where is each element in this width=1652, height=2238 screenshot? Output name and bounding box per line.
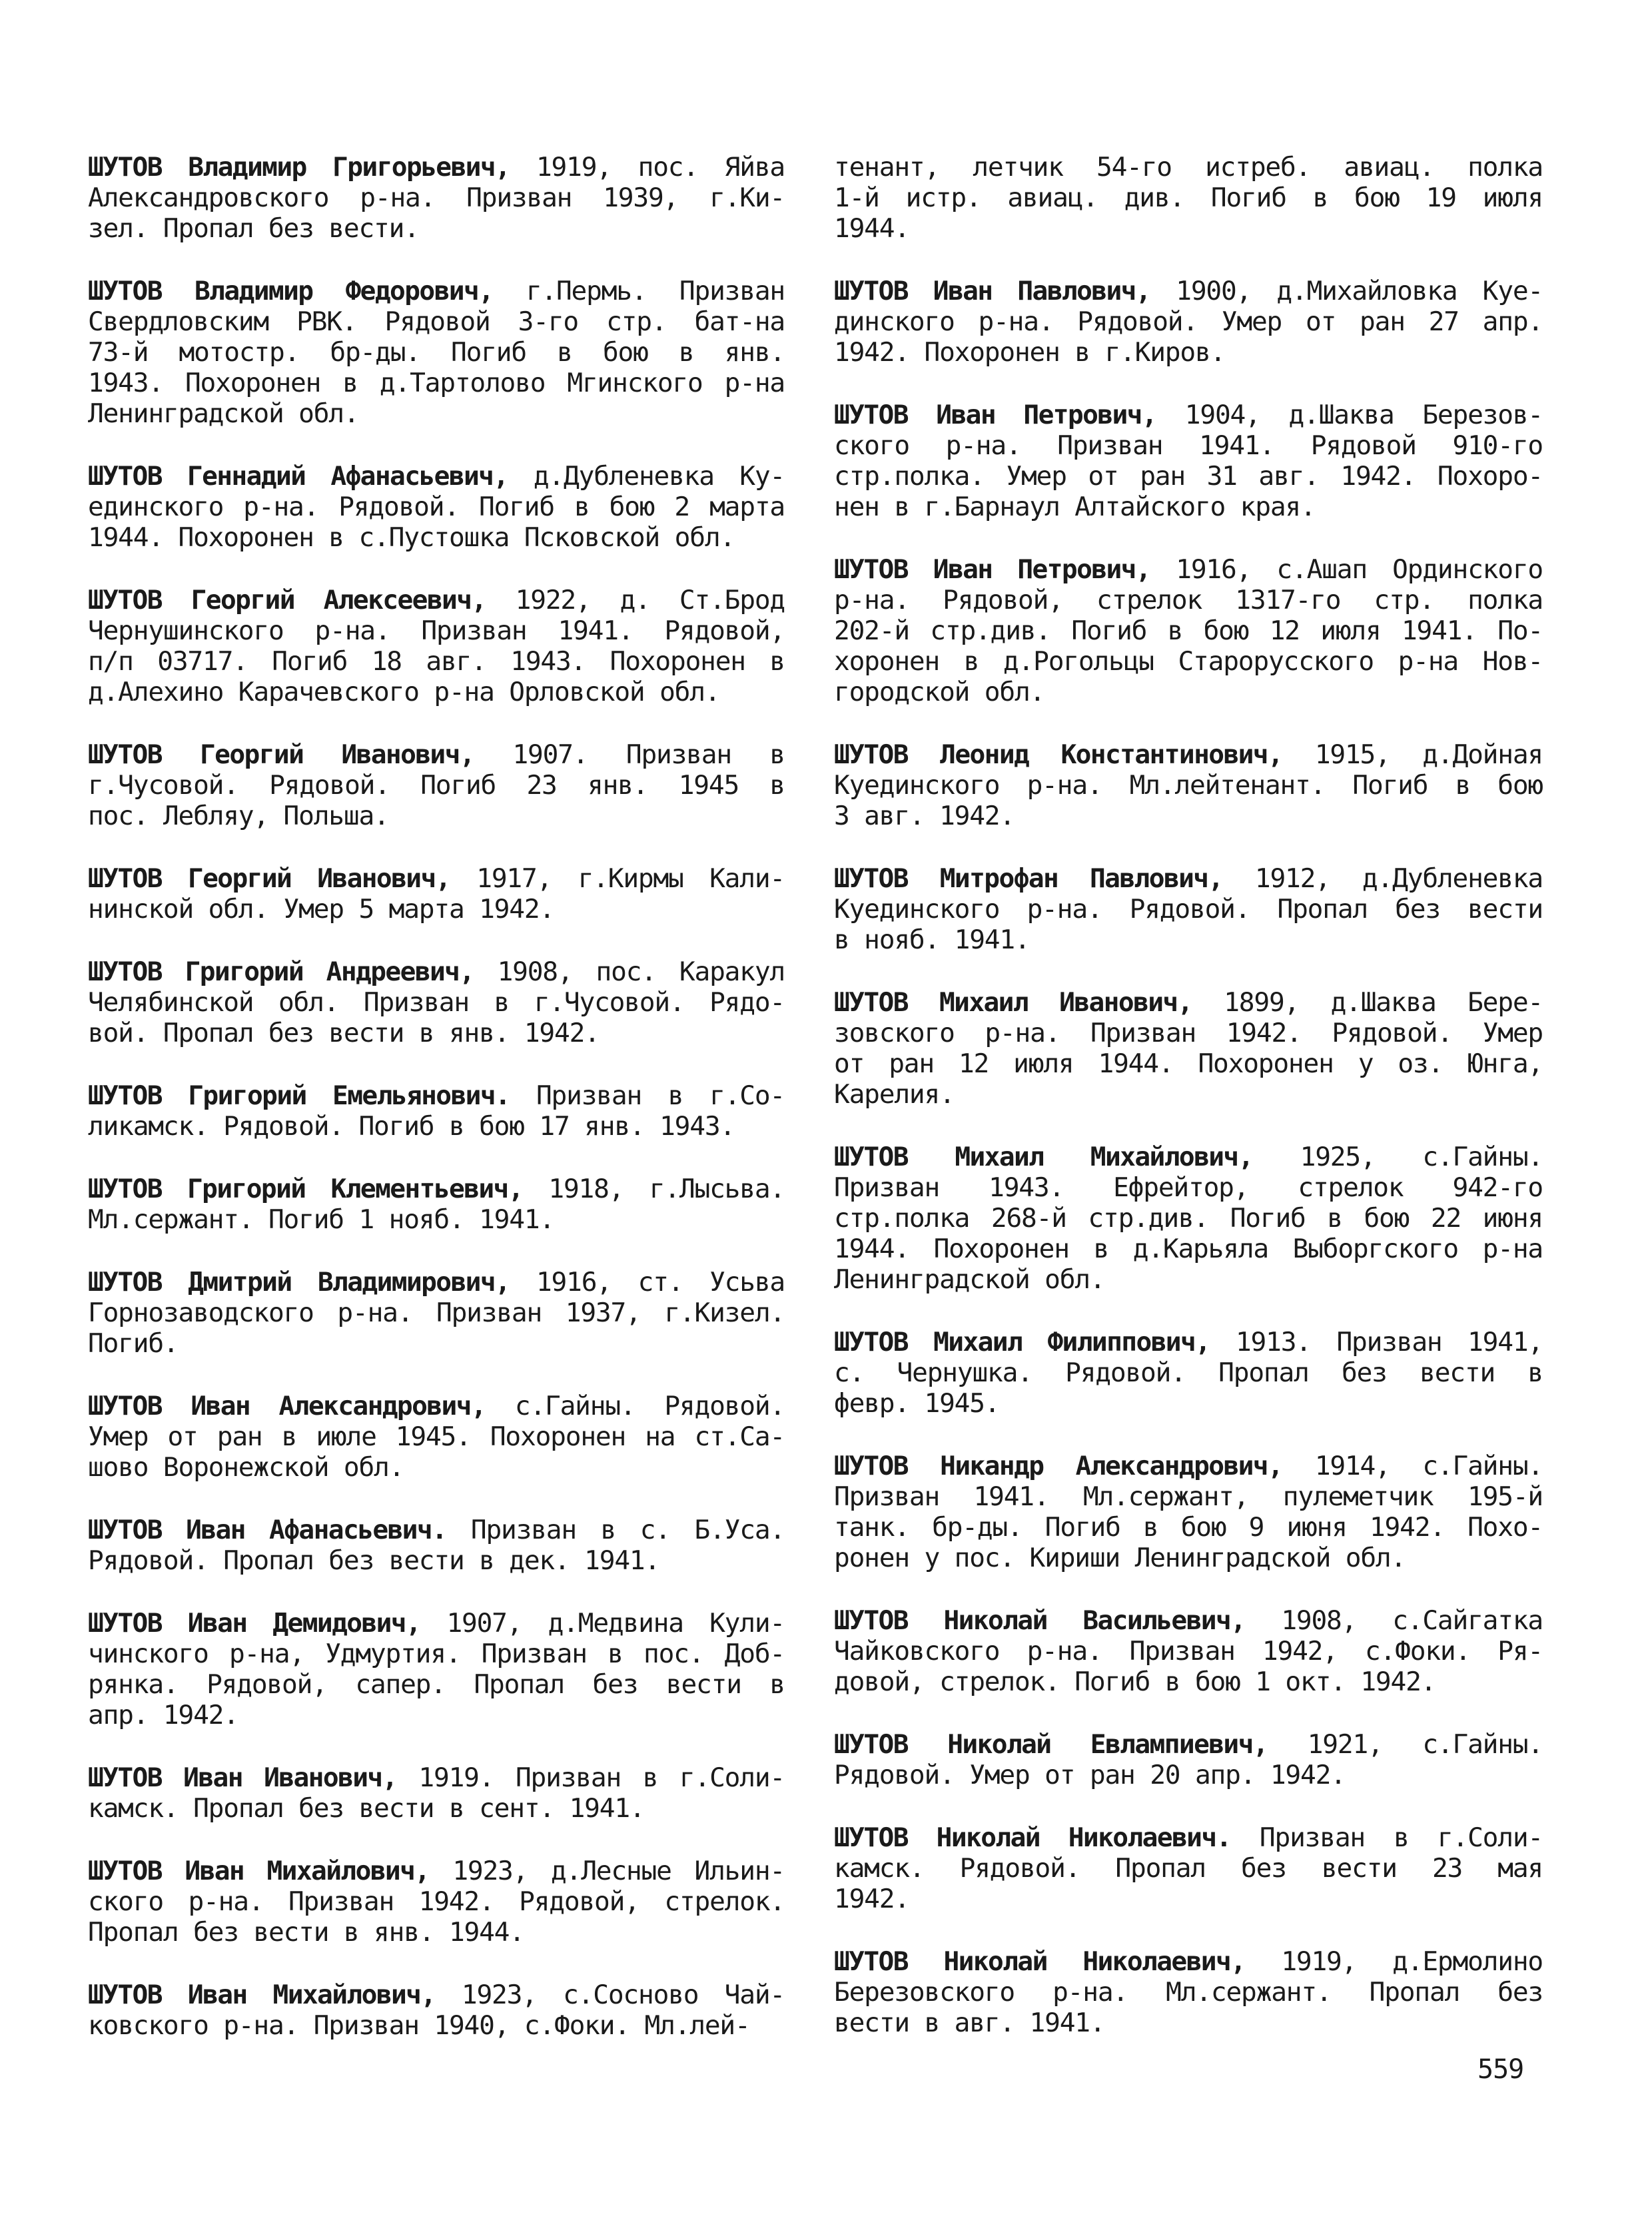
entry-line xyxy=(834,1234,1543,1264)
entry-line xyxy=(88,1700,785,1730)
entry-name: ШУТОВ Иван Иванович, xyxy=(88,1762,397,1793)
entry-line xyxy=(88,1452,785,1483)
entry-text: 1904, д.Шаква Березов- xyxy=(1184,400,1543,430)
entry-line xyxy=(88,2010,785,2041)
entry-line xyxy=(834,1760,1543,1790)
entry-line xyxy=(834,1543,1543,1573)
entry-line xyxy=(834,585,1543,615)
entry-line xyxy=(834,1451,1543,1481)
entry-text: г.Чусовой. Рядовой. Погиб 23 янв. 1945 в xyxy=(88,770,785,801)
entry-line xyxy=(88,1204,785,1235)
entry-line xyxy=(88,213,785,244)
entry-line xyxy=(88,1018,785,1048)
entry-text: ского р-на. Призван 1942. Рядовой, стрелок. xyxy=(88,1886,785,1917)
entry-line xyxy=(88,1111,785,1142)
entry-line xyxy=(834,1203,1543,1234)
entry-name: ШУТОВ Георгий Иванович, xyxy=(88,739,474,770)
entry-text: городской обл. xyxy=(834,677,1045,707)
entry-line xyxy=(834,554,1543,585)
entry-line xyxy=(88,1515,785,1545)
biography-entry xyxy=(88,1856,785,1948)
entry-line xyxy=(834,337,1543,368)
biography-entry xyxy=(834,152,1543,244)
entry-text: 1907. Призван в xyxy=(512,739,785,770)
entry-text: Челябинской обл. Призван в г.Чусовой. Рядо- xyxy=(88,987,785,1018)
entry-line xyxy=(834,1172,1543,1203)
entry-text: довой, стрелок. Погиб в бою 1 окт. 1942. xyxy=(834,1667,1436,1697)
entry-line xyxy=(88,1917,785,1948)
entry-text: динского р-на. Рядовой. Умер от ран 27 апр. xyxy=(834,306,1543,337)
entry-line xyxy=(834,213,1543,244)
entry-line xyxy=(88,1608,785,1639)
entry-line xyxy=(834,1357,1543,1388)
entry-name: ШУТОВ Николай Евлампиевич, xyxy=(834,1729,1268,1760)
entry-line xyxy=(88,585,785,615)
entry-line xyxy=(834,461,1543,492)
entry-line xyxy=(834,1853,1543,1884)
entry-line xyxy=(88,1856,785,1886)
entry-name: ШУТОВ Иван Петрович, xyxy=(834,400,1157,430)
entry-text: камск. Рядовой. Пропал без вести 23 мая xyxy=(834,1853,1543,1884)
biography-entry xyxy=(834,1451,1543,1573)
entry-text: Горнозаводского р-на. Призван 1937, г.Кизел. xyxy=(88,1298,785,1328)
entry-text: нинской обл. Умер 5 марта 1942. xyxy=(88,894,555,925)
entry-name: ШУТОВ Дмитрий Владимирович, xyxy=(88,1267,510,1298)
biography-entry xyxy=(834,1327,1543,1419)
entry-line xyxy=(88,1298,785,1328)
entry-line xyxy=(88,1421,785,1452)
entry-text: 1918, г.Лысьва. xyxy=(548,1174,785,1204)
entry-text: Карелия. xyxy=(834,1079,955,1110)
entry-text: вой. Пропал без вести в янв. 1942. xyxy=(88,1018,600,1048)
entry-line xyxy=(88,1762,785,1793)
entry-text: ронен у пос. Кириши Ленинградской обл. xyxy=(834,1543,1406,1573)
entry-line xyxy=(834,1048,1543,1079)
entry-text: Призван 1943. Ефрейтор, стрелок 942-го xyxy=(834,1172,1543,1203)
entry-name: ШУТОВ Митрофан Павлович, xyxy=(834,863,1223,894)
entry-line xyxy=(88,152,785,183)
entry-name: ШУТОВ Григорий Андреевич, xyxy=(88,956,474,987)
entry-line xyxy=(834,492,1543,522)
entry-text: ковского р-на. Призван 1940, с.Фоки. Мл.лей- xyxy=(88,2010,750,2041)
entry-text: 1919, д.Ермолино xyxy=(1281,1946,1543,1977)
right-column xyxy=(834,152,1543,2070)
entry-line xyxy=(88,1174,785,1204)
entry-text: 1917, г.Кирмы Кали- xyxy=(476,863,785,894)
entry-line xyxy=(834,1481,1543,1512)
biography-entry xyxy=(834,276,1543,368)
entry-line xyxy=(88,1080,785,1111)
entry-text: 1912, д.Дубленевка xyxy=(1254,863,1543,894)
entry-text: 1921, с.Гайны. xyxy=(1307,1729,1543,1760)
entry-text: Свердловским РВК. Рядовой 3-го стр. бат-на xyxy=(88,306,785,337)
biography-entry xyxy=(834,739,1543,831)
entry-text: хоронен в д.Рогольцы Старорусского р-на Нов- xyxy=(834,646,1543,677)
page-number: 559 xyxy=(1477,2054,1524,2085)
entry-text: 1916, ст. Усьва xyxy=(536,1267,785,1298)
entry-line xyxy=(88,863,785,894)
entry-text: в нояб. 1941. xyxy=(834,925,1030,955)
entry-text: рянка. Рядовой, сапер. Пропал без вести в xyxy=(88,1669,785,1700)
entry-line xyxy=(834,894,1543,925)
entry-line xyxy=(88,306,785,337)
entry-name: ШУТОВ Геннадий Афанасьевич, xyxy=(88,461,508,492)
entry-text: д.Дубленевка Ку- xyxy=(533,461,785,492)
entry-text: от ран 12 июля 1944. Похоронен у оз. Юнга, xyxy=(834,1048,1543,1079)
entry-text: Куединского р-на. Рядовой. Пропал без вести xyxy=(834,894,1543,925)
entry-text: 1925, с.Гайны. xyxy=(1300,1142,1543,1172)
entry-text: 1943. Похоронен в д.Тартолово Мгинского р-на xyxy=(88,368,785,398)
entry-name: ШУТОВ Михаил Филиппович, xyxy=(834,1327,1210,1357)
entry-text: вести в авг. 1941. xyxy=(834,2008,1105,2038)
entry-text: 1913. Призван 1941, xyxy=(1235,1327,1543,1357)
biography-entry xyxy=(834,400,1543,522)
entry-line xyxy=(834,1605,1543,1636)
biography-entry xyxy=(88,1762,785,1824)
entry-text: зовского р-на. Призван 1942. Рядовой. Умер xyxy=(834,1018,1543,1048)
entry-line xyxy=(834,1264,1543,1295)
entry-text: 202-й стр.див. Погиб в бою 12 июля 1941. По- xyxy=(834,615,1543,646)
entry-name: ШУТОВ Григорий Клементьевич, xyxy=(88,1174,523,1204)
biography-entry xyxy=(88,863,785,925)
entry-line xyxy=(834,987,1543,1018)
entry-text: Куединского р-на. Мл.лейтенант. Погиб в бою xyxy=(834,770,1543,801)
entry-text: р-на. Рядовой, стрелок 1317-го стр. полка xyxy=(834,585,1543,615)
entry-line xyxy=(834,430,1543,461)
biography-entry xyxy=(88,1174,785,1235)
entry-text: шово Воронежской обл. xyxy=(88,1452,404,1483)
entry-line xyxy=(88,398,785,429)
entry-text: стр.полка. Умер от ран 31 авг. 1942. Похоро- xyxy=(834,461,1543,492)
entry-text: 1919, пос. Яйва xyxy=(536,152,785,183)
entry-text: 1-й истр. авиац. див. Погиб в бою 19 июля xyxy=(834,183,1543,213)
entry-line xyxy=(88,1391,785,1421)
entry-line xyxy=(88,987,785,1018)
entry-text: 1942. Похоронен в г.Киров. xyxy=(834,337,1226,368)
entry-text: Чернушинского р-на. Призван 1941. Рядовой, xyxy=(88,615,785,646)
entry-text: с.Гайны. Рядовой. xyxy=(514,1391,785,1421)
entry-text: единского р-на. Рядовой. Погиб в бою 2 марта xyxy=(88,492,785,522)
entry-text: п/п 03717. Погиб 18 авг. 1943. Похоронен в xyxy=(88,646,785,677)
entry-text: Призван в г.Со- xyxy=(536,1080,785,1111)
entry-line xyxy=(834,1729,1543,1760)
entry-line xyxy=(88,522,785,553)
entry-line xyxy=(88,461,785,492)
entry-name: ШУТОВ Григорий Емельянович. xyxy=(88,1080,510,1111)
biography-entry xyxy=(88,585,785,707)
entry-name: ШУТОВ Георгий Алексеевич, xyxy=(88,585,486,615)
entry-text: ликамск. Рядовой. Погиб в бою 17 янв. 1943. xyxy=(88,1111,735,1142)
entry-line xyxy=(88,801,785,831)
entry-line xyxy=(834,1079,1543,1110)
entry-name: ШУТОВ Михаил Михайлович, xyxy=(834,1142,1253,1172)
entry-text: 1916, с.Ашап Ординского xyxy=(1176,554,1543,585)
entry-line xyxy=(88,646,785,677)
entry-line xyxy=(834,1142,1543,1172)
entry-name: ШУТОВ Иван Петрович, xyxy=(834,554,1150,585)
entry-text: чинского р-на, Удмуртия. Призван в пос. Доб- xyxy=(88,1639,785,1669)
entry-line xyxy=(834,1388,1543,1419)
biography-entry xyxy=(834,1822,1543,1914)
biography-entry xyxy=(88,1391,785,1483)
entry-text: танк. бр-ды. Погиб в бою 9 июня 1942. Похо- xyxy=(834,1512,1543,1543)
entry-line xyxy=(834,276,1543,306)
entry-line xyxy=(834,1327,1543,1357)
entry-name: ШУТОВ Иван Александрович, xyxy=(88,1391,486,1421)
entry-text: Александровского р-на. Призван 1939, г.Ки- xyxy=(88,183,785,213)
entry-text: Погиб. xyxy=(88,1328,179,1359)
entry-text: 1944. xyxy=(834,213,909,244)
entry-line xyxy=(88,368,785,398)
entry-line xyxy=(88,956,785,987)
biography-entry xyxy=(834,1142,1543,1295)
entry-text: зел. Пропал без вести. xyxy=(88,213,419,244)
entry-text: с. Чернушка. Рядовой. Пропал без вести в xyxy=(834,1357,1543,1388)
left-column xyxy=(88,152,785,2073)
entry-name: ШУТОВ Иван Павлович, xyxy=(834,276,1150,306)
biography-entry xyxy=(88,1515,785,1576)
entry-line xyxy=(88,1545,785,1576)
biography-entry xyxy=(88,276,785,429)
entry-text: Рядовой. Умер от ран 20 апр. 1942. xyxy=(834,1760,1346,1790)
biography-entry xyxy=(88,1980,785,2041)
entry-text: 1899, д.Шаква Бере- xyxy=(1224,987,1543,1018)
entry-text: 3 авг. 1942. xyxy=(834,801,1015,831)
entry-text: 1942. xyxy=(834,1884,909,1914)
entry-name: ШУТОВ Иван Демидович, xyxy=(88,1608,421,1639)
entry-text: 1900, д.Михайловка Куе- xyxy=(1176,276,1543,306)
entry-line xyxy=(834,801,1543,831)
entry-line xyxy=(834,739,1543,770)
entry-line xyxy=(88,492,785,522)
entry-text: Березовского р-на. Мл.сержант. Пропал без xyxy=(834,1977,1543,2008)
entry-text: Рядовой. Пропал без вести в дек. 1941. xyxy=(88,1545,660,1576)
entry-text: 73-й мотостр. бр-ды. Погиб в бою в янв. xyxy=(88,337,785,368)
biography-entry xyxy=(834,1729,1543,1790)
entry-line xyxy=(834,183,1543,213)
entry-name: ШУТОВ Иван Афанасьевич. xyxy=(88,1515,447,1545)
entry-text: 1944. Похоронен в с.Пустошка Псковской обл. xyxy=(88,522,735,553)
entry-line xyxy=(88,677,785,707)
entry-name: ШУТОВ Николай Васильевич, xyxy=(834,1605,1246,1636)
entry-line xyxy=(88,894,785,925)
entry-text: д.Алехино Карачевского р-на Орловской обл. xyxy=(88,677,720,707)
entry-name: ШУТОВ Иван Михайлович, xyxy=(88,1980,436,2010)
entry-line xyxy=(834,1822,1543,1853)
entry-line xyxy=(834,1667,1543,1697)
entry-text: тенант, летчик 54-го истреб. авиац. полка xyxy=(834,152,1543,183)
entry-text: ского р-на. Призван 1941. Рядовой 910-го xyxy=(834,430,1543,461)
entry-text: 1923, с.Сосново Чай- xyxy=(461,1980,785,2010)
entry-text: 1944. Похоронен в д.Карьяла Выборгского р-на xyxy=(834,1234,1543,1264)
biography-entry xyxy=(88,461,785,553)
entry-line xyxy=(88,1328,785,1359)
entry-line xyxy=(88,770,785,801)
entry-line xyxy=(834,1977,1543,2008)
entry-name: ШУТОВ Никандр Александрович, xyxy=(834,1451,1283,1481)
entry-line xyxy=(88,1639,785,1669)
entry-name: ШУТОВ Владимир Федорович, xyxy=(88,276,494,306)
biography-entry xyxy=(88,1608,785,1730)
entry-text: 1914, с.Гайны. xyxy=(1314,1451,1543,1481)
entry-name: ШУТОВ Николай Николаевич, xyxy=(834,1946,1246,1977)
entry-name: ШУТОВ Владимир Григорьевич, xyxy=(88,152,510,183)
entry-line xyxy=(88,1669,785,1700)
biography-entry xyxy=(88,739,785,831)
entry-name: ШУТОВ Георгий Иванович, xyxy=(88,863,450,894)
biography-entry xyxy=(834,1946,1543,2038)
biography-entry xyxy=(834,554,1543,707)
entry-line xyxy=(834,615,1543,646)
entry-line xyxy=(88,1980,785,2010)
entry-text: Призван в с. Б.Уса. xyxy=(470,1515,785,1545)
biography-entry xyxy=(88,1080,785,1142)
entry-text: стр.полка 268-й стр.див. Погиб в бою 22 июня xyxy=(834,1203,1543,1234)
entry-text: нен в г.Барнаул Алтайского края. xyxy=(834,492,1316,522)
entry-text: Пропал без вести в янв. 1944. xyxy=(88,1917,524,1948)
entry-line xyxy=(834,1636,1543,1667)
entry-text: 1908, пос. Каракул xyxy=(497,956,785,987)
biography-entry xyxy=(88,956,785,1048)
entry-line xyxy=(834,1884,1543,1914)
entry-line xyxy=(88,183,785,213)
entry-line xyxy=(834,400,1543,430)
entry-name: ШУТОВ Иван Михайлович, xyxy=(88,1856,430,1886)
entry-line xyxy=(88,615,785,646)
entry-line xyxy=(834,1018,1543,1048)
entry-line xyxy=(834,770,1543,801)
entry-line xyxy=(834,925,1543,955)
entry-line xyxy=(834,152,1543,183)
entry-line xyxy=(88,337,785,368)
entry-text: февр. 1945. xyxy=(834,1388,1000,1419)
entry-line xyxy=(834,1512,1543,1543)
entry-text: 1908, с.Сайгатка xyxy=(1281,1605,1543,1636)
entry-text: Мл.сержант. Погиб 1 нояб. 1941. xyxy=(88,1204,555,1235)
entry-text: пос. Лебляу, Польша. xyxy=(88,801,389,831)
biography-entry xyxy=(834,863,1543,955)
entry-name: ШУТОВ Леонид Константинович, xyxy=(834,739,1283,770)
entry-line xyxy=(88,1267,785,1298)
entry-text: г.Пермь. Призван xyxy=(526,276,785,306)
entry-line xyxy=(834,306,1543,337)
entry-text: Ленинградской обл. xyxy=(88,398,359,429)
entry-line xyxy=(88,1886,785,1917)
entry-line xyxy=(88,739,785,770)
entry-name: ШУТОВ Николай Николаевич. xyxy=(834,1822,1231,1853)
entry-line xyxy=(88,276,785,306)
biography-entry xyxy=(88,152,785,244)
entry-text: Призван в г.Соли- xyxy=(1259,1822,1543,1853)
entry-text: Ленинградской обл. xyxy=(834,1264,1105,1295)
entry-text: Чайковского р-на. Призван 1942, с.Фоки. Ря- xyxy=(834,1636,1543,1667)
entry-text: 1907, д.Медвина Кули- xyxy=(446,1608,785,1639)
entry-text: 1922, д. Ст.Брод xyxy=(515,585,785,615)
entry-line xyxy=(834,677,1543,707)
entry-line xyxy=(834,863,1543,894)
entry-text: апр. 1942. xyxy=(88,1700,238,1730)
entry-text: Умер от ран в июле 1945. Похоронен на ст.Са- xyxy=(88,1421,785,1452)
entry-line xyxy=(834,2008,1543,2038)
entry-text: 1915, д.Дойная xyxy=(1314,739,1543,770)
entry-text: 1923, д.Лесные Ильин- xyxy=(452,1856,785,1886)
biography-entry xyxy=(834,1605,1543,1697)
entry-line xyxy=(834,1946,1543,1977)
biography-entry xyxy=(88,1267,785,1359)
entry-line xyxy=(88,1793,785,1824)
entry-name: ШУТОВ Михаил Иванович, xyxy=(834,987,1192,1018)
entry-line xyxy=(834,646,1543,677)
biography-entry xyxy=(834,987,1543,1110)
entry-text: Призван 1941. Мл.сержант, пулеметчик 195-й xyxy=(834,1481,1543,1512)
entry-text: камск. Пропал без вести в сент. 1941. xyxy=(88,1793,645,1824)
entry-text: 1919. Призван в г.Соли- xyxy=(418,1762,785,1793)
